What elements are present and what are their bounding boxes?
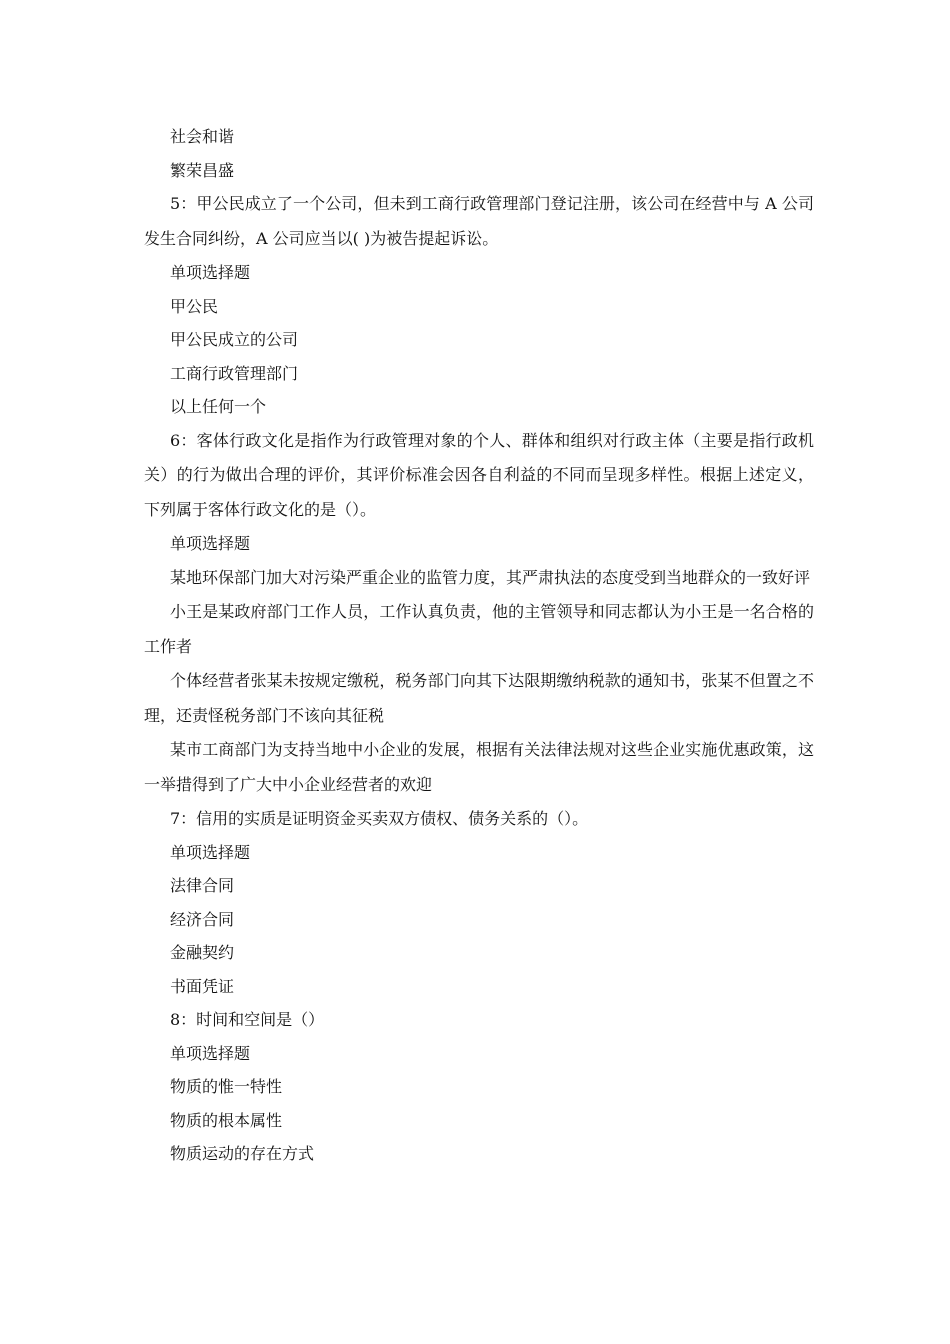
option-text: 物质的惟一特性 bbox=[170, 1077, 283, 1096]
option-text: 经济合同 bbox=[170, 909, 235, 929]
option-text: 以上任何一个 bbox=[170, 397, 267, 416]
option-text: 繁荣昌盛 bbox=[170, 160, 235, 180]
question-type-label: 单项选择题 bbox=[170, 1043, 251, 1063]
option-text: 某地环保部门加大对污染严重企业的监管力度，其严肃执法的态度受到当地群众的一致好评 bbox=[170, 567, 811, 587]
question-7-text: 7：信用的实质是证明资金买卖双方债权、债务关系的（）。 bbox=[170, 809, 589, 828]
question-6-text: 6：客体行政文化是指作为行政管理对象的个人、群体和组织对行政主体（主要是指行政机关）的行为做出合理的评价，其评价标准会因各自利益的不同而呈现多样性。根据上述定义，下列属于客体行政文化的是（）。 bbox=[144, 430, 814, 519]
document-body bbox=[144, 120, 814, 1171]
question-type-label: 单项选择题 bbox=[170, 263, 251, 282]
option-text: 金融契约 bbox=[170, 943, 235, 962]
question-type-label: 单项选择题 bbox=[170, 534, 251, 553]
option-text: 物质运动的存在方式 bbox=[170, 1144, 315, 1163]
option-text: 某市工商部门为支持当地中小企业的发展，根据有关法律法规对这些企业实施优惠政策，这一举措得到了广大中小企业经营者的欢迎 bbox=[144, 740, 814, 794]
question-8-text: 8：时间和空间是（） bbox=[170, 1010, 325, 1029]
option-text: 甲公民 bbox=[170, 296, 219, 316]
option-text: 工商行政管理部门 bbox=[170, 363, 299, 383]
question-5-text: 5：甲公民成立了一个公司，但未到工商行政管理部门登记注册，该公司在经营中与 A 公司发生合同纠纷，A 公司应当以( )为被告提起诉讼。 bbox=[144, 194, 814, 248]
option-text: 法律合同 bbox=[170, 876, 235, 895]
option-text: 个体经营者张某未按规定缴税，税务部门向其下达限期缴纳税款的通知书，张某不但置之不理，还责怪税务部门不该向其征税 bbox=[144, 671, 814, 725]
option-text: 甲公民成立的公司 bbox=[170, 330, 299, 349]
option-text: 书面凭证 bbox=[170, 976, 235, 996]
option-text: 社会和谐 bbox=[170, 127, 235, 146]
question-type-label: 单项选择题 bbox=[170, 842, 251, 862]
option-text: 物质的根本属性 bbox=[170, 1110, 283, 1130]
option-text: 小王是某政府部门工作人员，工作认真负责，他的主管领导和同志都认为小王是一名合格的工作者 bbox=[144, 602, 814, 656]
